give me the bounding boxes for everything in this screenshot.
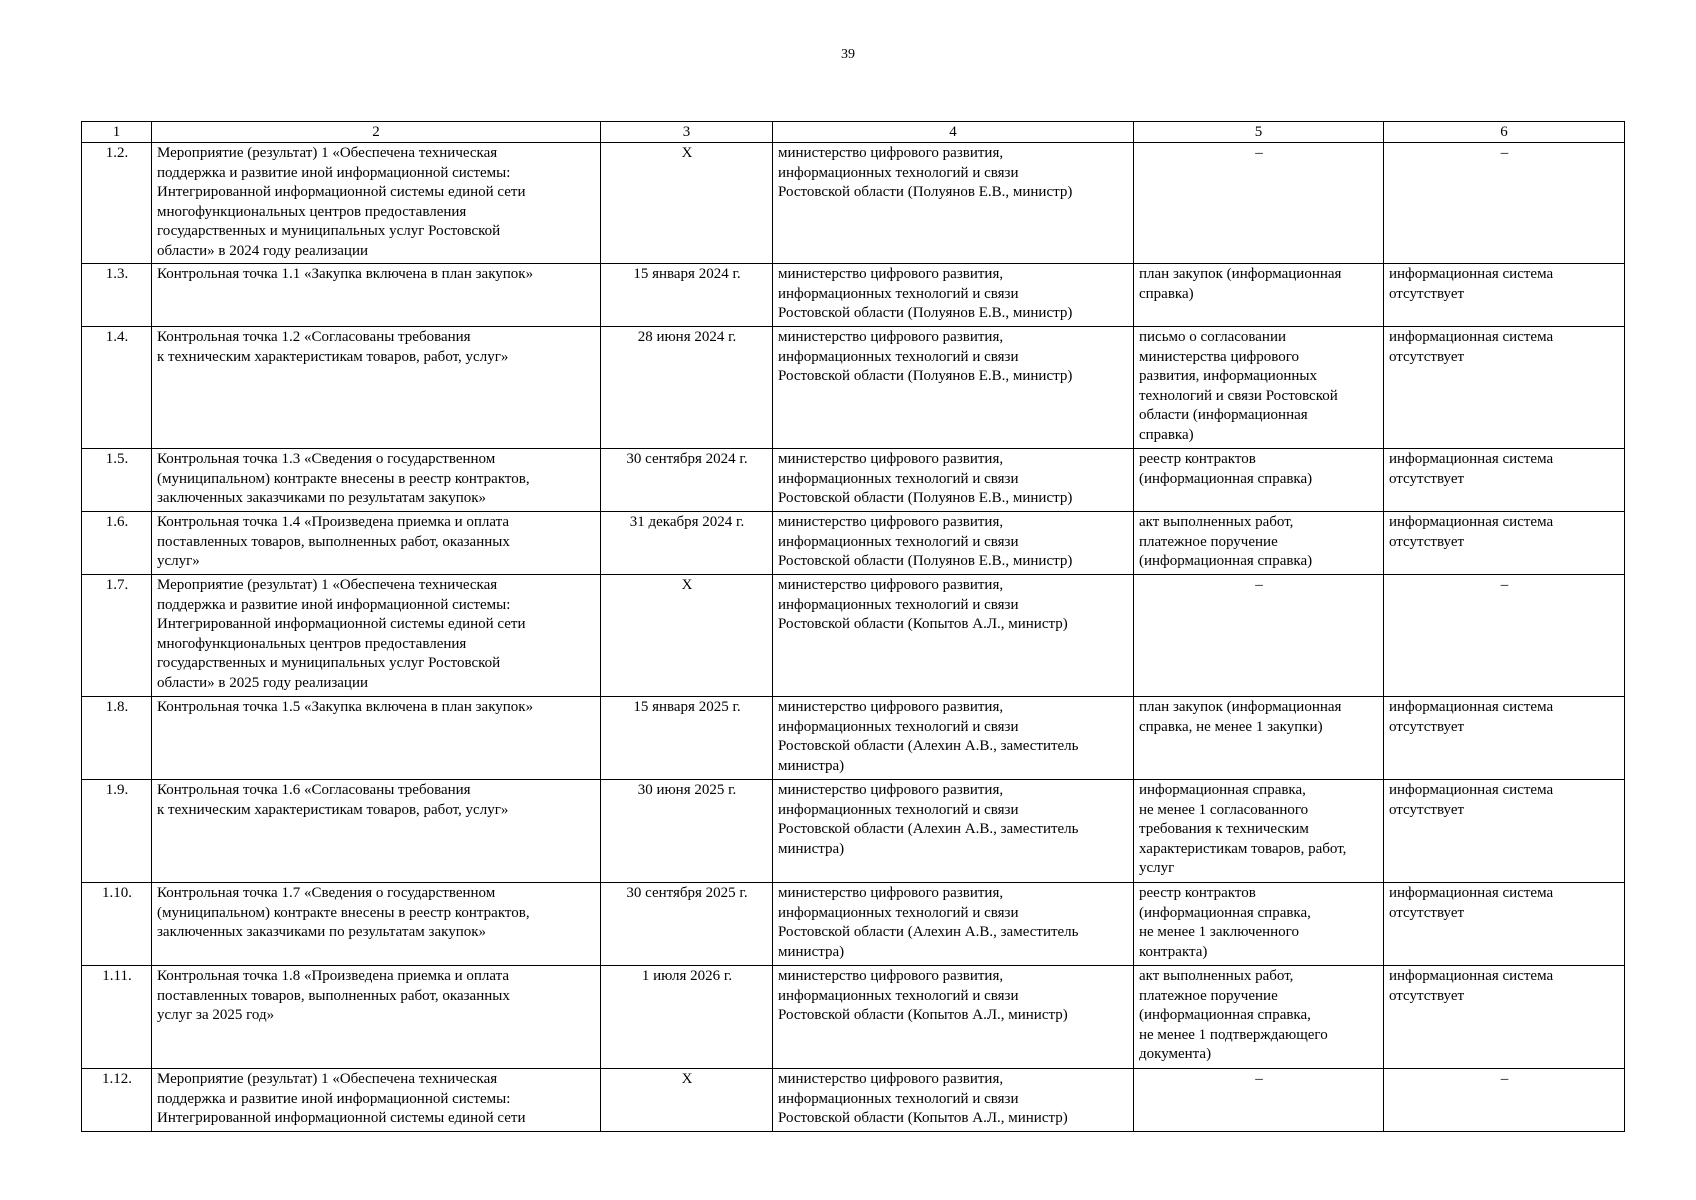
row-responsible: министерство цифрового развития, информационных технологий и связи Ростовской области (Копытов А.Л., министр) (773, 1069, 1134, 1132)
row-responsible: министерство цифрового развития, информационных технологий и связи Ростовской области (Полуянов Е.В., министр) (773, 449, 1134, 512)
row-description: Контрольная точка 1.3 «Сведения о государственном (муниципальном) контракте внесены в реестр контрактов, заключенных заказчиками по результатам закупок» (152, 449, 601, 512)
row-document: план закупок (информационная справка, не менее 1 закупки) (1134, 697, 1384, 780)
row-document: план закупок (информационная справка) (1134, 264, 1384, 327)
table-row (82, 449, 1625, 512)
row-deadline: 30 сентября 2025 г. (601, 883, 773, 966)
column-header: 6 (1384, 122, 1625, 143)
row-number: 1.11. (82, 966, 152, 1069)
table-row (82, 883, 1625, 966)
row-number: 1.3. (82, 264, 152, 327)
row-description: Контрольная точка 1.6 «Согласованы требования к техническим характеристикам товаров, работ, услуг» (152, 780, 601, 883)
row-responsible: министерство цифрового развития, информационных технологий и связи Ростовской области (Алехин А.В., заместитель министра) (773, 780, 1134, 883)
row-description: Контрольная точка 1.8 «Произведена приемка и оплата поставленных товаров, выполненных работ, оказанных услуг за 2025 год» (152, 966, 601, 1069)
column-header: 1 (82, 122, 152, 143)
row-document: – (1134, 1069, 1384, 1132)
row-info-system: информационная система отсутствует (1384, 449, 1625, 512)
row-number: 1.10. (82, 883, 152, 966)
table-row (82, 966, 1625, 1069)
table-header-row (82, 122, 1625, 143)
row-description: Мероприятие (результат) 1 «Обеспечена техническая поддержка и развитие иной информационной системы: Интегрированной информационной системы единой сети многофункциональных центров предоставления государственных и муниципальных услуг Ростовской области» в 2024 году реализации (152, 143, 601, 264)
row-info-system: информационная система отсутствует (1384, 264, 1625, 327)
row-document: – (1134, 575, 1384, 697)
row-deadline: X (601, 575, 773, 697)
row-number: 1.7. (82, 575, 152, 697)
table-row (82, 143, 1625, 264)
row-responsible: министерство цифрового развития, информационных технологий и связи Ростовской области (Полуянов Е.В., министр) (773, 143, 1134, 264)
table-row (82, 697, 1625, 780)
row-description: Контрольная точка 1.7 «Сведения о государственном (муниципальном) контракте внесены в реестр контрактов, заключенных заказчиками по результатам закупок» (152, 883, 601, 966)
row-document: акт выполненных работ, платежное поручение (информационная справка, не менее 1 подтверждающего документа) (1134, 966, 1384, 1069)
row-deadline: 30 сентября 2024 г. (601, 449, 773, 512)
row-responsible: министерство цифрового развития, информационных технологий и связи Ростовской области (Копытов А.Л., министр) (773, 575, 1134, 697)
row-deadline: 1 июля 2026 г. (601, 966, 773, 1069)
row-deadline: 15 января 2025 г. (601, 697, 773, 780)
row-number: 1.12. (82, 1069, 152, 1132)
row-document: реестр контрактов (информационная справка) (1134, 449, 1384, 512)
row-info-system: – (1384, 1069, 1625, 1132)
row-info-system: информационная система отсутствует (1384, 327, 1625, 449)
row-responsible: министерство цифрового развития, информационных технологий и связи Ростовской области (Копытов А.Л., министр) (773, 966, 1134, 1069)
page-number: 39 (841, 47, 855, 62)
row-deadline: X (601, 1069, 773, 1132)
row-info-system: – (1384, 575, 1625, 697)
table-row (82, 1069, 1625, 1132)
row-number: 1.4. (82, 327, 152, 449)
row-responsible: министерство цифрового развития, информационных технологий и связи Ростовской области (Алехин А.В., заместитель министра) (773, 697, 1134, 780)
row-deadline: 30 июня 2025 г. (601, 780, 773, 883)
row-info-system: информационная система отсутствует (1384, 512, 1625, 575)
row-info-system: информационная система отсутствует (1384, 697, 1625, 780)
row-number: 1.8. (82, 697, 152, 780)
row-document: информационная справка, не менее 1 согласованного требования к техническим характеристикам товаров, работ, услуг (1134, 780, 1384, 883)
row-info-system: информационная система отсутствует (1384, 883, 1625, 966)
table-row (82, 512, 1625, 575)
row-responsible: министерство цифрового развития, информационных технологий и связи Ростовской области (Полуянов Е.В., министр) (773, 264, 1134, 327)
plan-table (81, 121, 1625, 1132)
row-deadline: 28 июня 2024 г. (601, 327, 773, 449)
row-responsible: министерство цифрового развития, информационных технологий и связи Ростовской области (Полуянов Е.В., министр) (773, 512, 1134, 575)
row-responsible: министерство цифрового развития, информационных технологий и связи Ростовской области (Полуянов Е.В., министр) (773, 327, 1134, 449)
column-header: 3 (601, 122, 773, 143)
row-number: 1.6. (82, 512, 152, 575)
row-description: Контрольная точка 1.4 «Произведена приемка и оплата поставленных товаров, выполненных работ, оказанных услуг» (152, 512, 601, 575)
row-deadline: 31 декабря 2024 г. (601, 512, 773, 575)
column-header: 4 (773, 122, 1134, 143)
row-description: Контрольная точка 1.1 «Закупка включена в план закупок» (152, 264, 601, 327)
row-deadline: 15 января 2024 г. (601, 264, 773, 327)
row-document: акт выполненных работ, платежное поручение (информационная справка) (1134, 512, 1384, 575)
row-info-system: информационная система отсутствует (1384, 780, 1625, 883)
row-info-system: – (1384, 143, 1625, 264)
row-description: Мероприятие (результат) 1 «Обеспечена техническая поддержка и развитие иной информационной системы: Интегрированной информационной системы единой сети (152, 1069, 601, 1132)
table-row (82, 575, 1625, 697)
row-document: – (1134, 143, 1384, 264)
row-description: Мероприятие (результат) 1 «Обеспечена техническая поддержка и развитие иной информационной системы: Интегрированной информационной системы единой сети многофункциональных центров предоставления государственных и муниципальных услуг Ростовской области» в 2025 году реализации (152, 575, 601, 697)
row-info-system: информационная система отсутствует (1384, 966, 1625, 1069)
row-document: письмо о согласовании министерства цифрового развития, информационных технологий и связи Ростовской области (информационная справка) (1134, 327, 1384, 449)
column-header: 5 (1134, 122, 1384, 143)
row-number: 1.9. (82, 780, 152, 883)
row-number: 1.5. (82, 449, 152, 512)
row-description: Контрольная точка 1.2 «Согласованы требования к техническим характеристикам товаров, работ, услуг» (152, 327, 601, 449)
column-header: 2 (152, 122, 601, 143)
row-document: реестр контрактов (информационная справка, не менее 1 заключенного контракта) (1134, 883, 1384, 966)
row-description: Контрольная точка 1.5 «Закупка включена в план закупок» (152, 697, 601, 780)
row-responsible: министерство цифрового развития, информационных технологий и связи Ростовской области (Алехин А.В., заместитель министра) (773, 883, 1134, 966)
table-row (82, 327, 1625, 449)
row-number: 1.2. (82, 143, 152, 264)
table-row (82, 780, 1625, 883)
row-deadline: X (601, 143, 773, 264)
table-row (82, 264, 1625, 327)
